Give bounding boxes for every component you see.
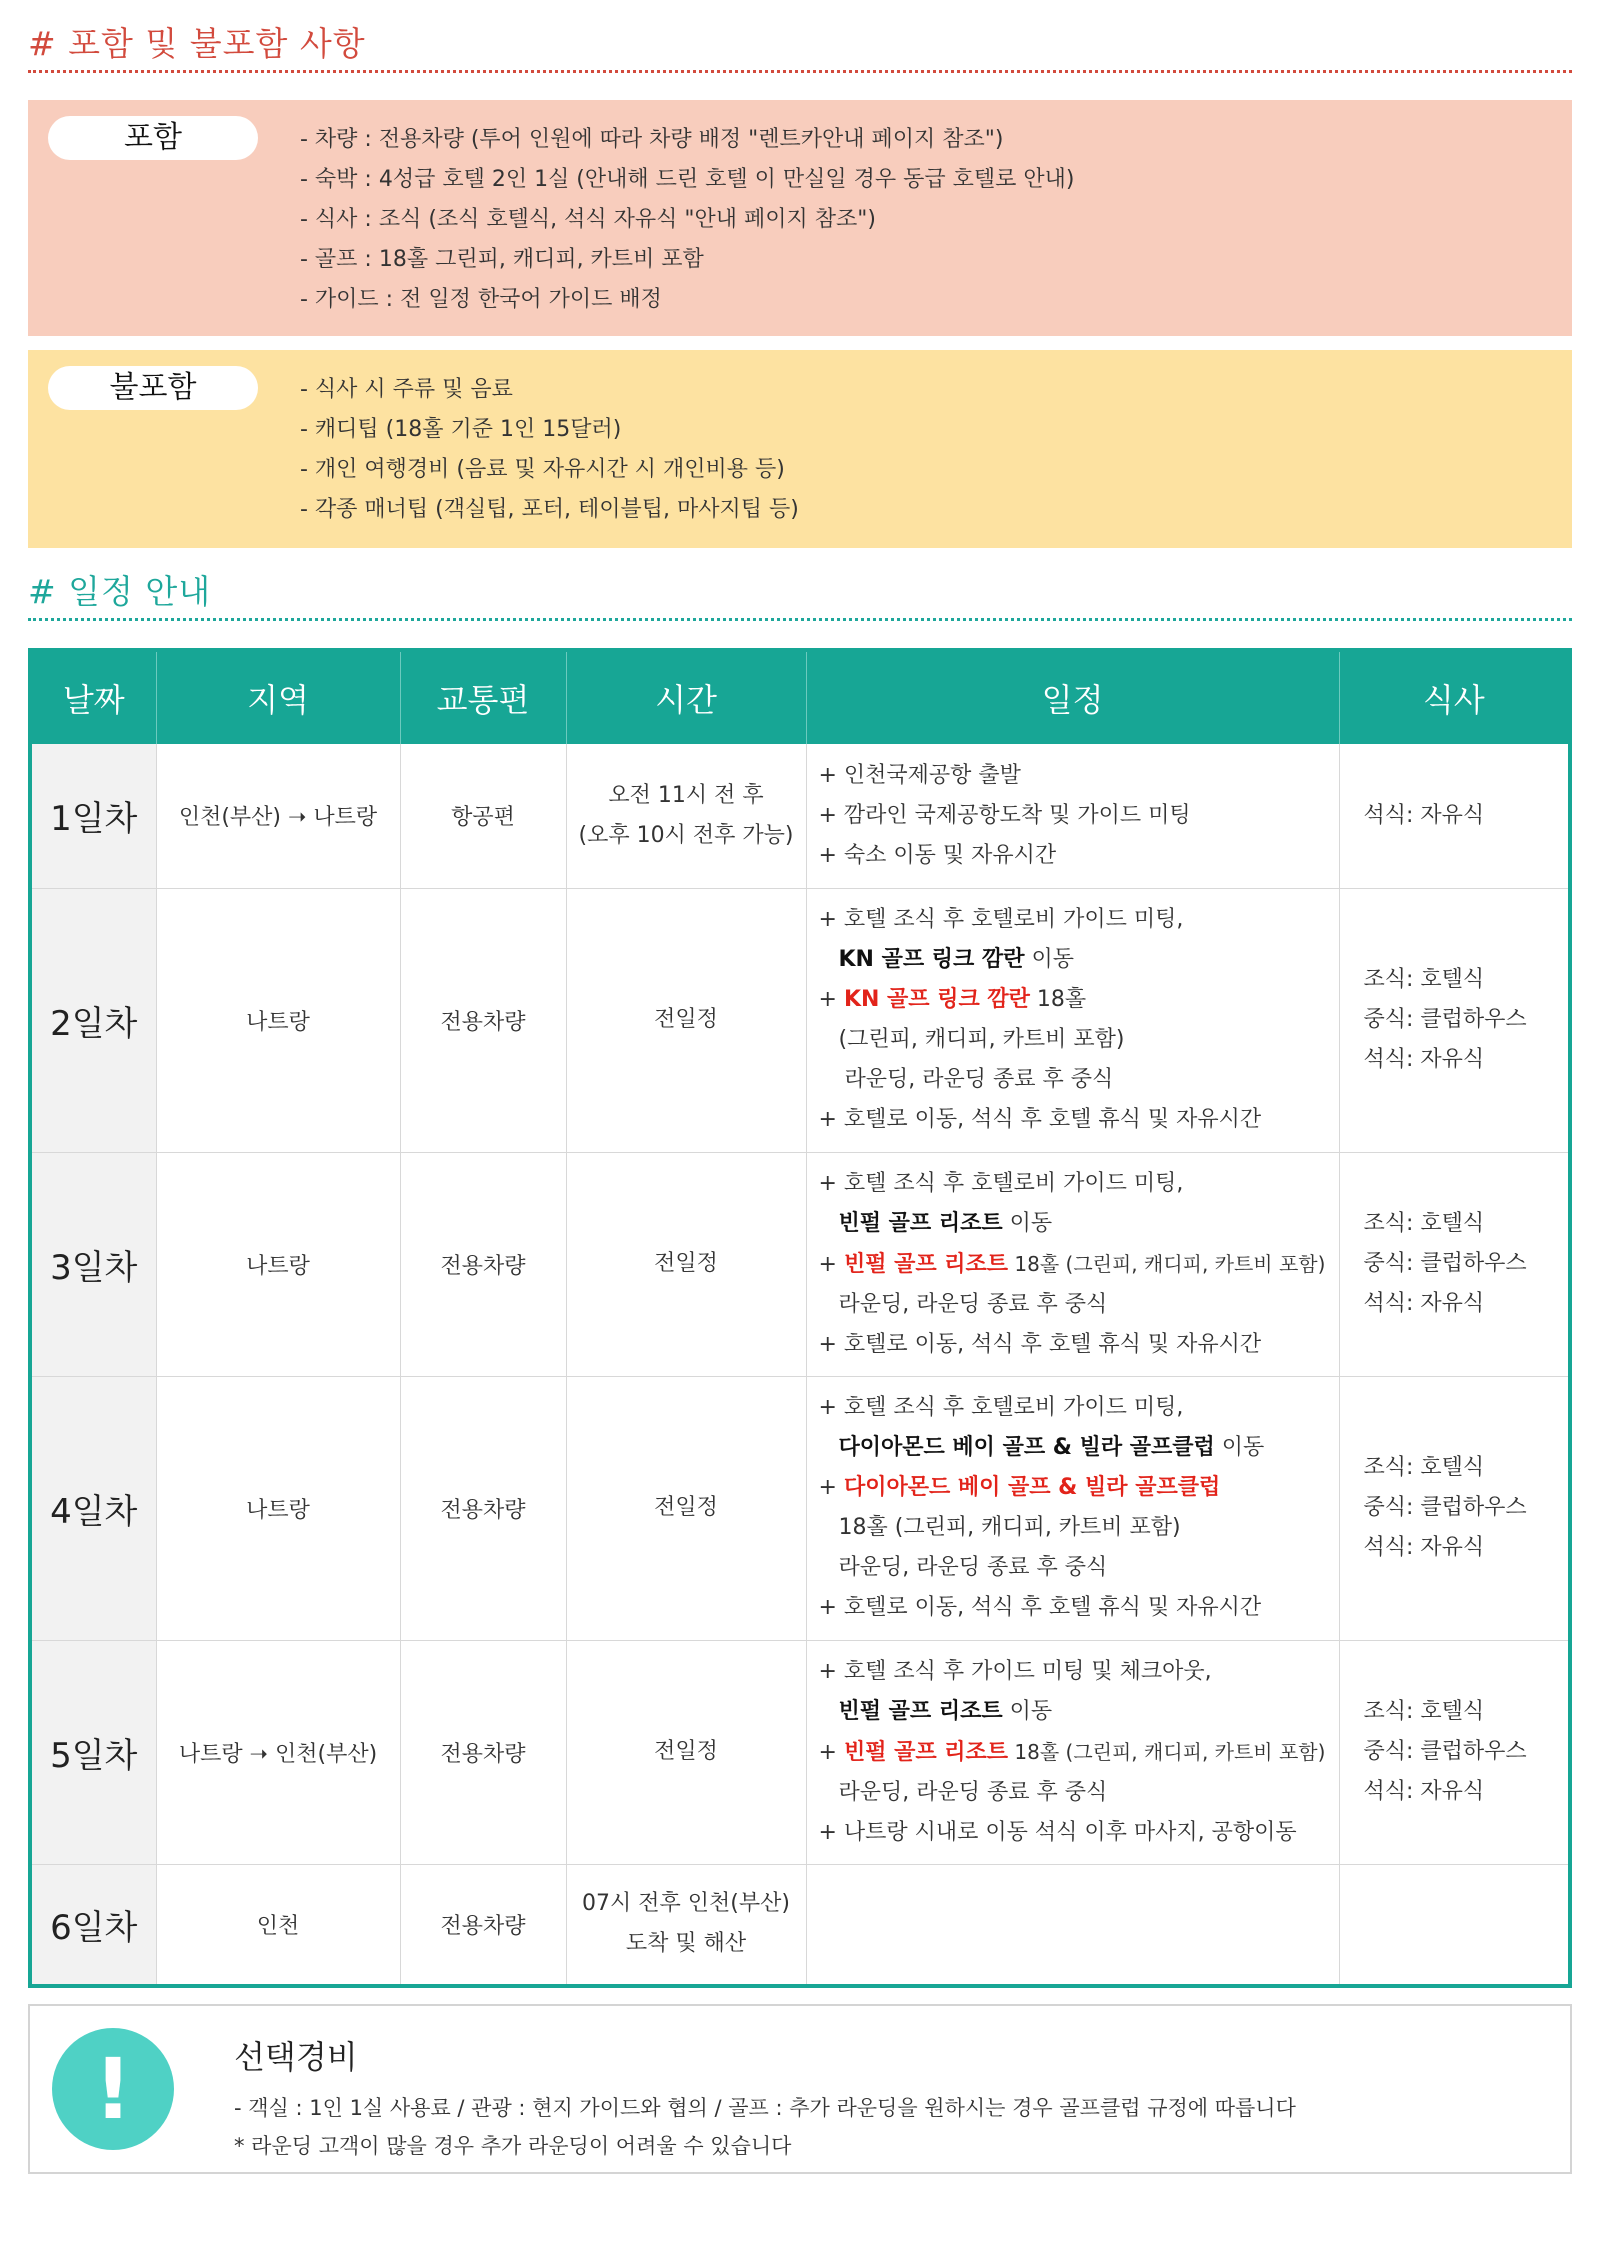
plan-text: 이동 [1002, 1210, 1053, 1236]
golf-course-highlight: 빈펄 골프 리조트 [843, 1251, 1009, 1277]
plan-line [819, 940, 1339, 980]
optional-expenses-title: 선택경비 [234, 2038, 358, 2076]
plan-cell [806, 1640, 1339, 1864]
time-line: (오후 10시 전후 가능) [578, 822, 794, 848]
region-cell: 인천(부산) ➝ 나트랑 [156, 744, 400, 888]
table-row [32, 1376, 1568, 1640]
meal-line: 석식: 자유식 [1363, 1291, 1485, 1316]
plan-line [819, 1692, 1339, 1732]
meal-line: 석식: 자유식 [1363, 802, 1485, 828]
list-item: - 차량 : 전용차량 (투어 인원에 따라 차량 배정 "렌트카안내 페이지 참조") [300, 127, 1004, 152]
plan-text: 18홀 (그린피, 캐디피, 카트비 포함) [1008, 1739, 1326, 1764]
plan-text: 이동 [1024, 947, 1074, 972]
plan-line: + 숙소 이동 및 자유시간 [818, 842, 1057, 868]
plan-line: + 호텔로 이동, 석식 후 호텔 휴식 및 자유시간 [818, 1595, 1262, 1620]
transport-cell: 전용차량 [400, 1640, 566, 1864]
list-item: - 숙박 : 4성급 호텔 2인 1실 (안내해 드린 호텔 이 만실일 경우 동급 호텔로 안내) [300, 167, 1075, 192]
plan-line: + 호텔 조식 후 가이드 미팅 및 체크아웃, [818, 1658, 1212, 1684]
table-header-row [32, 652, 1568, 744]
table-row [32, 1640, 1568, 1864]
region-cell: 나트랑 [156, 888, 400, 1152]
plan-cell [806, 888, 1339, 1152]
plan-cell [806, 1376, 1339, 1640]
plan-line: (그린피, 캐디피, 카트비 포함) [838, 1027, 1125, 1052]
meals-cell [1339, 1864, 1568, 1984]
meal-line: 중식: 클럽하우스 [1363, 1739, 1527, 1764]
region-cell: 나트랑 [156, 1376, 400, 1640]
plan-line [819, 1244, 1339, 1285]
plan-line: + 깜라인 국제공항도착 및 가이드 미팅 [818, 802, 1191, 828]
time-line: 전일정 [654, 1495, 718, 1520]
plan-line [819, 980, 1339, 1020]
time-line: 07시 전후 인천(부산) [582, 1891, 790, 1917]
included-box [28, 100, 1572, 336]
meal-line: 조식: 호텔식 [1363, 1211, 1485, 1236]
day-cell: 2일차 [32, 888, 156, 1152]
meal-line: 조식: 호텔식 [1363, 967, 1485, 992]
time-line: 도착 및 해산 [625, 1931, 747, 1957]
meal-line: 중식: 클럽하우스 [1363, 1495, 1527, 1520]
header-time: 시간 [566, 652, 806, 744]
table-row [32, 1864, 1568, 1984]
optional-expenses-line: - 객실 : 1인 1실 사용료 / 관광 : 현지 가이드와 협의 / 골프 : 추가 라운딩을 원하시는 경우 골프클럽 규정에 따릅니다 [234, 2096, 1296, 2120]
plan-text: 18홀 [1029, 987, 1087, 1012]
time-cell [566, 1640, 806, 1864]
plan-text: + [818, 1739, 844, 1765]
region-cell: 인천 [156, 1864, 400, 1984]
plan-line [819, 1732, 1339, 1773]
plan-line: + 나트랑 시내로 이동 석식 이후 마사지, 공항이동 [818, 1819, 1297, 1845]
included-list [300, 120, 1074, 320]
time-line: 전일정 [654, 1007, 718, 1032]
plan-line: 라운딩, 라운딩 종료 후 중식 [838, 1555, 1108, 1580]
excluded-list [300, 370, 799, 530]
excluded-box [28, 350, 1572, 548]
plan-line: + 호텔 조식 후 호텔로비 가이드 미팅, [818, 1170, 1184, 1196]
plan-line [819, 1204, 1339, 1244]
golf-course-highlight: 다이아몬드 베이 골프 & 빌라 골프클럽 [843, 1475, 1221, 1500]
plan-cell [806, 1864, 1339, 1984]
time-cell [566, 744, 806, 888]
list-item: - 식사 시 주류 및 음료 [300, 377, 513, 402]
day-cell: 3일차 [32, 1152, 156, 1376]
plan-text: 18홀 (그린피, 캐디피, 카트비 포함) [1008, 1251, 1326, 1276]
plan-line: + 인천국제공항 출발 [818, 762, 1021, 788]
plan-text: + [818, 987, 844, 1012]
schedule-table [28, 648, 1572, 1988]
golf-course-name: 빈펄 골프 리조트 [838, 1698, 1003, 1724]
exclamation-icon: ! [52, 2028, 174, 2150]
time-line: 전일정 [654, 1739, 718, 1764]
list-item: - 가이드 : 전 일정 한국어 가이드 배정 [300, 287, 662, 312]
meal-line: 조식: 호텔식 [1363, 1455, 1485, 1480]
time-line: 전일정 [654, 1251, 718, 1276]
meals-cell [1339, 1640, 1568, 1864]
schedule-divider [28, 618, 1572, 621]
meals-cell [1339, 1376, 1568, 1640]
meals-cell [1339, 888, 1568, 1152]
region-cell: 나트랑 [156, 1152, 400, 1376]
plan-line: + 호텔 조식 후 호텔로비 가이드 미팅, [818, 907, 1184, 932]
plan-line: 라운딩, 라운딩 종료 후 중식 [838, 1779, 1108, 1805]
transport-cell: 전용차량 [400, 1864, 566, 1984]
transport-cell: 전용차량 [400, 1152, 566, 1376]
day-cell: 1일차 [32, 744, 156, 888]
optional-expenses-box [28, 2004, 1572, 2174]
region-cell: 나트랑 ➝ 인천(부산) [156, 1640, 400, 1864]
meal-line: 조식: 호텔식 [1363, 1699, 1485, 1724]
schedule-section-title: # 일정 안내 [28, 572, 212, 611]
plan-line [819, 1468, 1339, 1508]
plan-text: + [818, 1251, 844, 1277]
list-item: - 캐디팁 (18홀 기준 1인 15달러) [300, 417, 622, 442]
meal-line: 중식: 클럽하우스 [1363, 1251, 1527, 1276]
meals-cell [1339, 1152, 1568, 1376]
plan-line [819, 1428, 1339, 1468]
plan-line: 18홀 (그린피, 캐디피, 카트비 포함) [838, 1515, 1181, 1540]
transport-cell: 전용차량 [400, 888, 566, 1152]
golf-course-name: 빈펄 골프 리조트 [838, 1210, 1003, 1236]
golf-course-name: KN 골프 링크 깜란 [838, 947, 1025, 972]
transport-cell: 항공편 [400, 744, 566, 888]
meal-line: 석식: 자유식 [1363, 1779, 1485, 1804]
plan-line: + 호텔 조식 후 호텔로비 가이드 미팅, [818, 1395, 1184, 1420]
meal-line: 석식: 자유식 [1363, 1535, 1485, 1560]
header-transport: 교통편 [400, 652, 566, 744]
transport-cell: 전용차량 [400, 1376, 566, 1640]
table-row [32, 744, 1568, 888]
time-cell [566, 1152, 806, 1376]
list-item: - 개인 여행경비 (음료 및 자유시간 시 개인비용 등) [300, 457, 785, 482]
golf-course-highlight: KN 골프 링크 깜란 [843, 987, 1030, 1012]
list-item: - 각종 매너팁 (객실팁, 포터, 테이블팁, 마사지팁 등) [300, 497, 799, 522]
time-cell [566, 1864, 806, 1984]
plan-text: 이동 [1214, 1435, 1265, 1460]
excluded-label: 불포함 [48, 366, 258, 410]
plan-cell [806, 744, 1339, 888]
optional-expenses-note: * 라운딩 고객이 많을 경우 추가 라운딩이 어려울 수 있습니다 [234, 2134, 792, 2158]
day-cell: 6일차 [32, 1864, 156, 1984]
header-region: 지역 [156, 652, 400, 744]
meals-cell [1339, 744, 1568, 888]
golf-course-highlight: 빈펄 골프 리조트 [843, 1739, 1009, 1765]
meal-line: 석식: 자유식 [1363, 1047, 1485, 1072]
time-line: 오전 11시 전 후 [608, 782, 764, 808]
golf-course-name: 다이아몬드 베이 골프 & 빌라 골프클럽 [838, 1435, 1215, 1460]
list-item: - 골프 : 18홀 그린피, 캐디피, 카트비 포함 [300, 247, 704, 272]
plan-line: 라운딩, 라운딩 종료 후 중식 [838, 1291, 1108, 1317]
header-date: 날짜 [32, 652, 156, 744]
plan-cell [806, 1152, 1339, 1376]
time-cell [566, 1376, 806, 1640]
plan-text: 이동 [1002, 1698, 1053, 1724]
table-row [32, 1152, 1568, 1376]
plan-line: + 호텔로 이동, 석식 후 호텔 휴식 및 자유시간 [818, 1331, 1262, 1357]
day-cell: 5일차 [32, 1640, 156, 1864]
inclusion-section-title: # 포함 및 불포함 사항 [28, 24, 366, 63]
inclusion-divider [28, 70, 1572, 73]
time-cell [566, 888, 806, 1152]
included-label: 포함 [48, 116, 258, 160]
meal-line: 중식: 클럽하우스 [1363, 1007, 1527, 1032]
plan-text: + [818, 1475, 844, 1500]
table-row [32, 888, 1568, 1152]
header-meals: 식사 [1339, 652, 1568, 744]
plan-line: 라운딩, 라운딩 종료 후 중식 [844, 1067, 1114, 1092]
list-item: - 식사 : 조식 (조식 호텔식, 석식 자유식 "안내 페이지 참조") [300, 207, 876, 232]
header-plan: 일정 [806, 652, 1339, 744]
day-cell: 4일차 [32, 1376, 156, 1640]
plan-line: + 호텔로 이동, 석식 후 호텔 휴식 및 자유시간 [818, 1107, 1262, 1132]
